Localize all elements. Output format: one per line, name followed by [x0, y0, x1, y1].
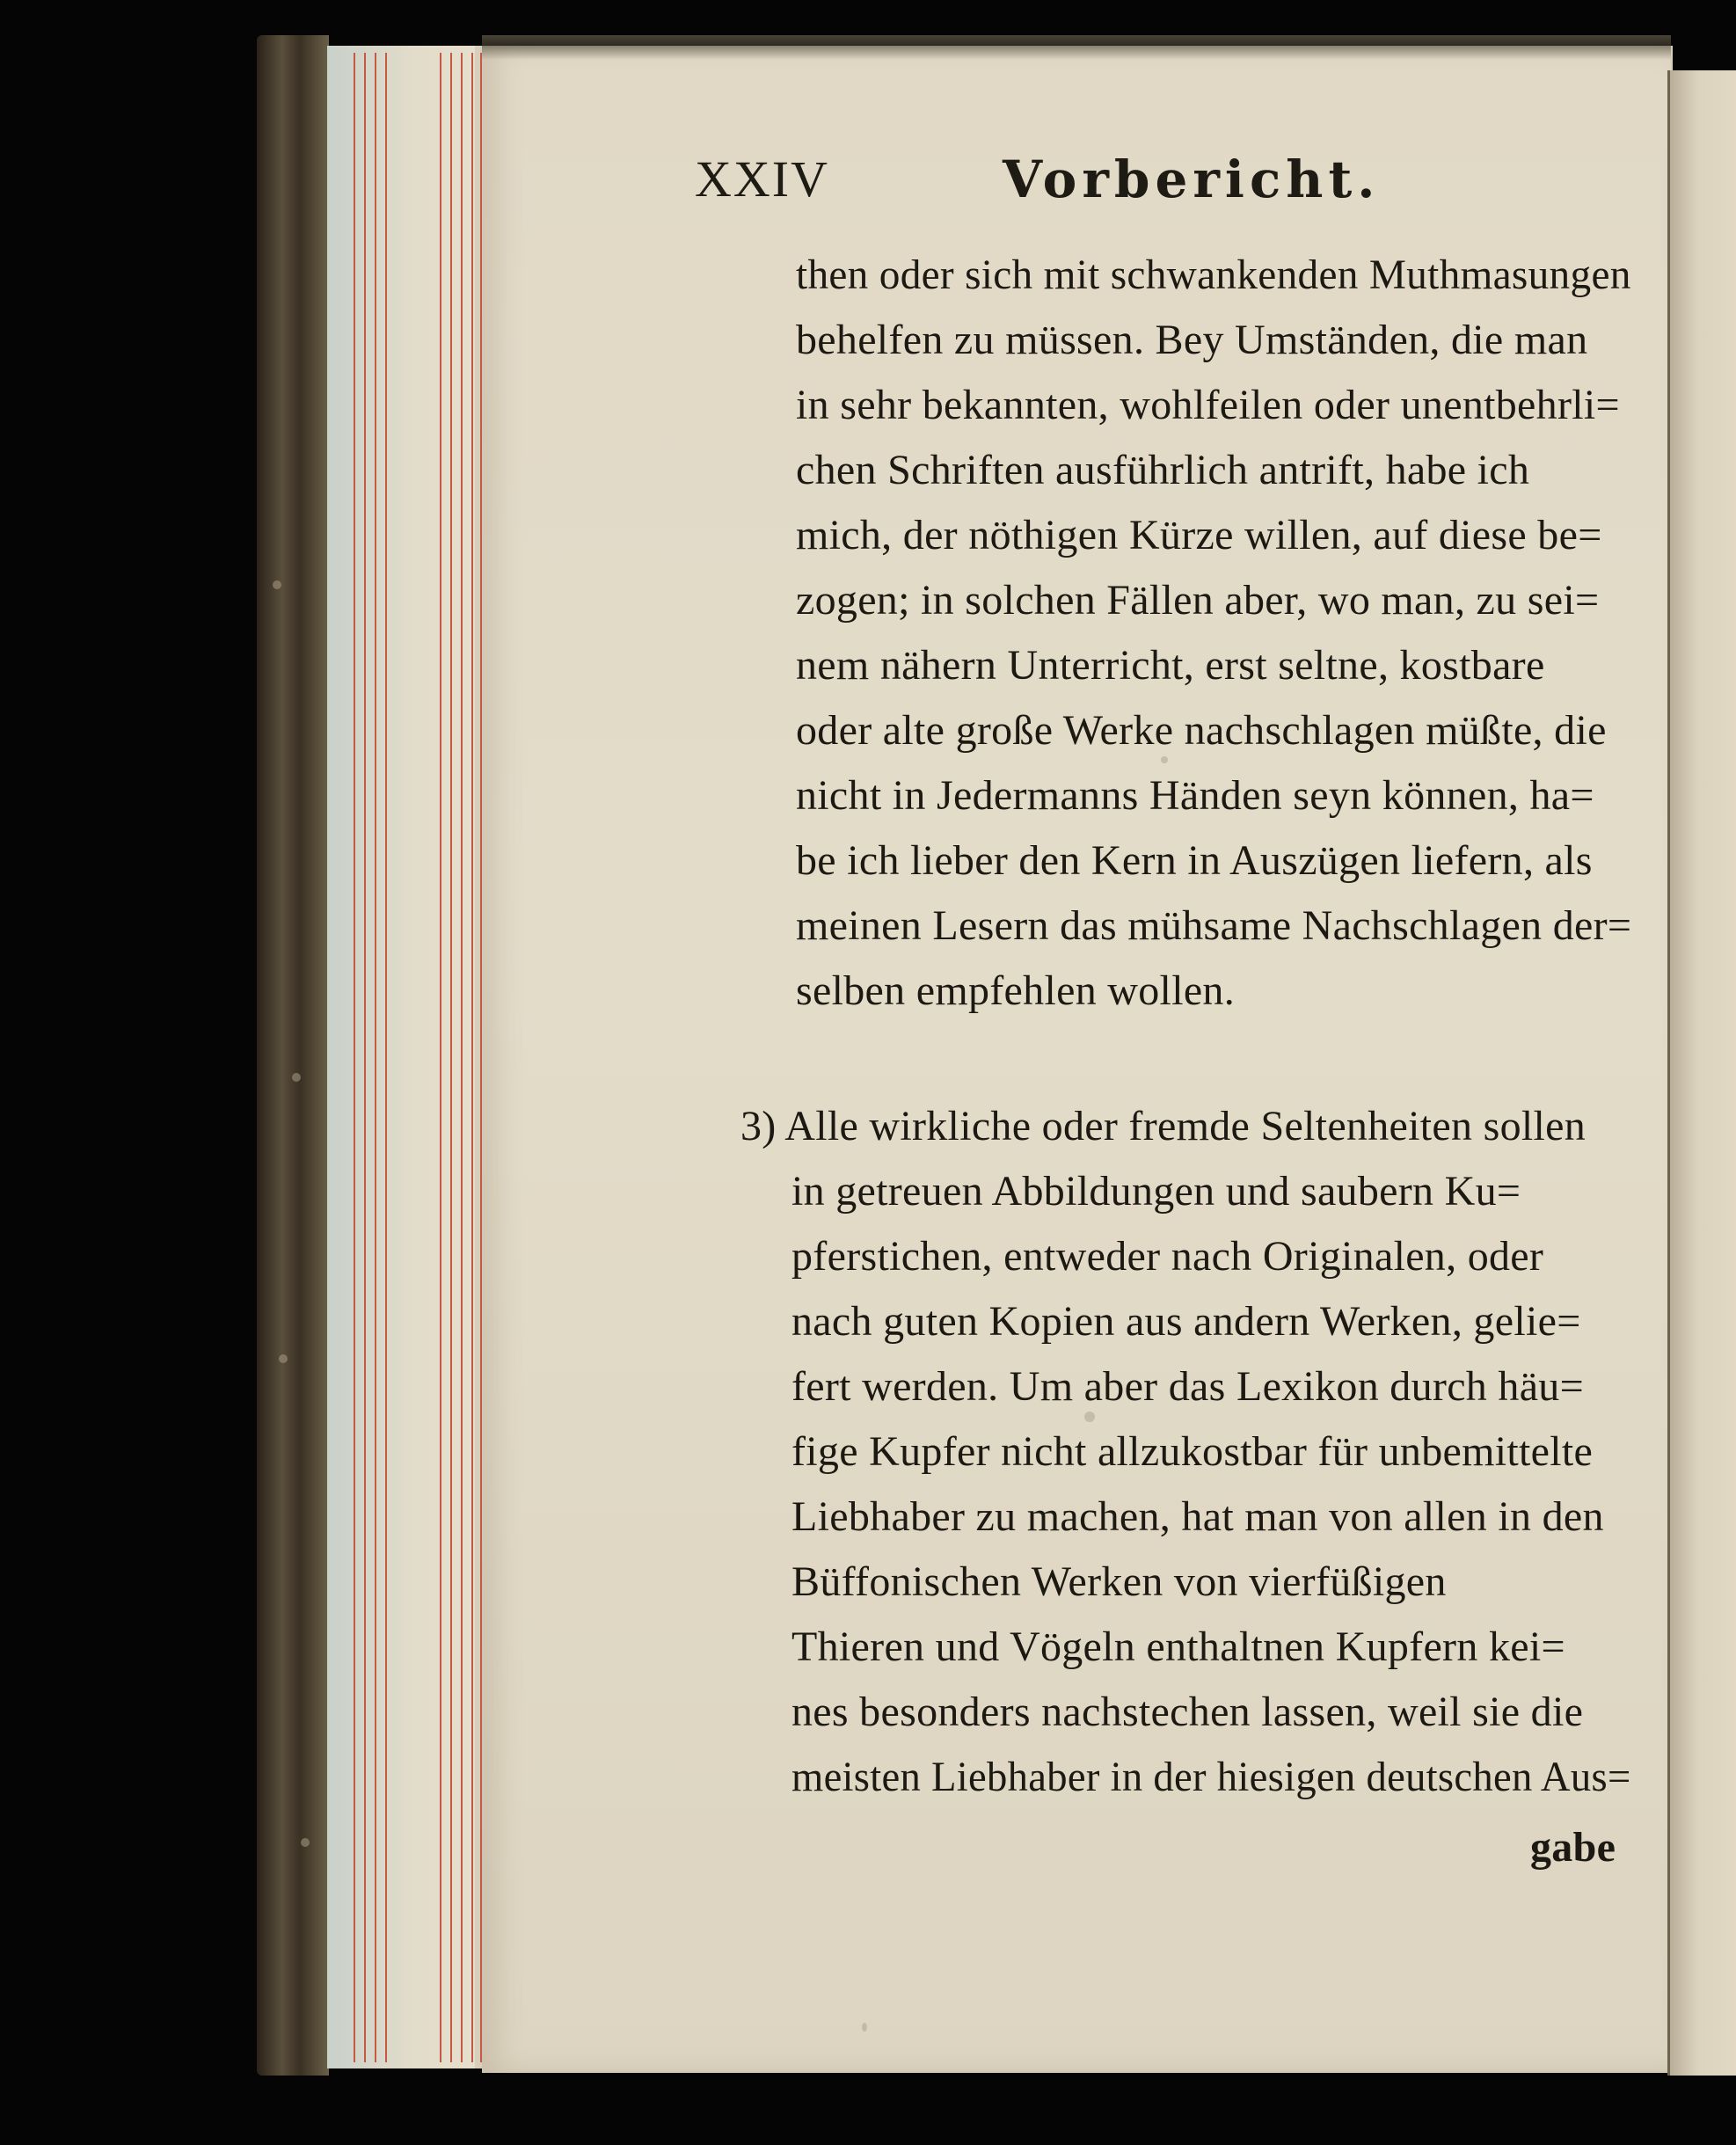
- page-number: XXIV: [695, 150, 829, 208]
- text-line: nes besonders nachstechen lassen, weil sie die: [791, 1689, 1584, 1735]
- running-title: Vorbericht.: [1003, 150, 1381, 209]
- red-edge-line: [461, 53, 463, 2062]
- text-line: in getreuen Abbildungen und saubern Ku=: [791, 1168, 1521, 1215]
- book-spine: [257, 35, 329, 2076]
- text-line: be ich lieber den Kern in Auszügen liefern, als: [796, 837, 1593, 884]
- text-line: fert werden. Um aber das Lexikon durch häu=: [791, 1363, 1584, 1410]
- text-line: nicht in Jedermanns Händen seyn können, ha=: [796, 772, 1594, 819]
- red-edge-line: [440, 53, 441, 2062]
- spine-speck: [279, 1354, 288, 1363]
- ink-spot: [862, 2023, 867, 2032]
- text-line: then oder sich mit schwankenden Muthmasungen: [796, 252, 1631, 298]
- text-line: behelfen zu müssen. Bey Umständen, die man: [796, 317, 1588, 363]
- top-shadow: [482, 35, 1671, 60]
- text-line: oder alte große Werke nachschlagen müßte, die: [796, 707, 1607, 754]
- text-line: fige Kupfer nicht allzukostbar für unbemittelte: [791, 1428, 1594, 1475]
- text-line: meisten Liebhaber in der hiesigen deutschen Aus=: [791, 1754, 1631, 1800]
- text-line: nem nähern Unterricht, erst seltne, kostbare: [796, 642, 1545, 689]
- ink-spot: [1084, 1412, 1095, 1422]
- red-edge-line: [471, 53, 473, 2062]
- spine-speck: [273, 580, 281, 589]
- red-edge-line: [450, 53, 452, 2062]
- text-line: meinen Lesern das mühsame Nachschlagen der=: [796, 902, 1632, 949]
- catchword: gabe: [1530, 1824, 1616, 1871]
- red-edge-line: [385, 53, 387, 2062]
- ink-spot: [1161, 756, 1168, 763]
- text-line: Büffonischen Werken von vierfüßigen: [791, 1558, 1447, 1605]
- text-line: zogen; in solchen Fällen aber, wo man, zu sei=: [796, 577, 1600, 624]
- text-line: in sehr bekannten, wohlfeilen oder unentbehrli=: [796, 382, 1620, 428]
- text-line: chen Schriften ausführlich antrift, habe ich: [796, 447, 1530, 493]
- text-line: nach guten Kopien aus andern Werken, gelie=: [791, 1298, 1581, 1345]
- text-line: selben empfehlen wollen.: [796, 967, 1236, 1014]
- text-line: Liebhaber zu machen, hat man von allen in den: [791, 1493, 1604, 1540]
- numbered-paragraph-start: 3) Alle wirkliche oder fremde Seltenheiten sollen: [740, 1103, 1586, 1149]
- facing-page-edge: [1667, 70, 1736, 2076]
- text-line: Thieren und Vögeln enthaltnen Kupfern kei=: [791, 1623, 1565, 1670]
- text-line: pferstichen, entweder nach Originalen, oder: [791, 1233, 1544, 1280]
- spine-speck: [301, 1838, 310, 1847]
- text-line: mich, der nöthigen Kürze willen, auf diese be=: [796, 512, 1602, 558]
- page-edges: [327, 46, 475, 2068]
- spine-speck: [292, 1073, 301, 1082]
- red-edge-line: [364, 53, 366, 2062]
- red-edge-line: [354, 53, 355, 2062]
- red-edge-line: [375, 53, 376, 2062]
